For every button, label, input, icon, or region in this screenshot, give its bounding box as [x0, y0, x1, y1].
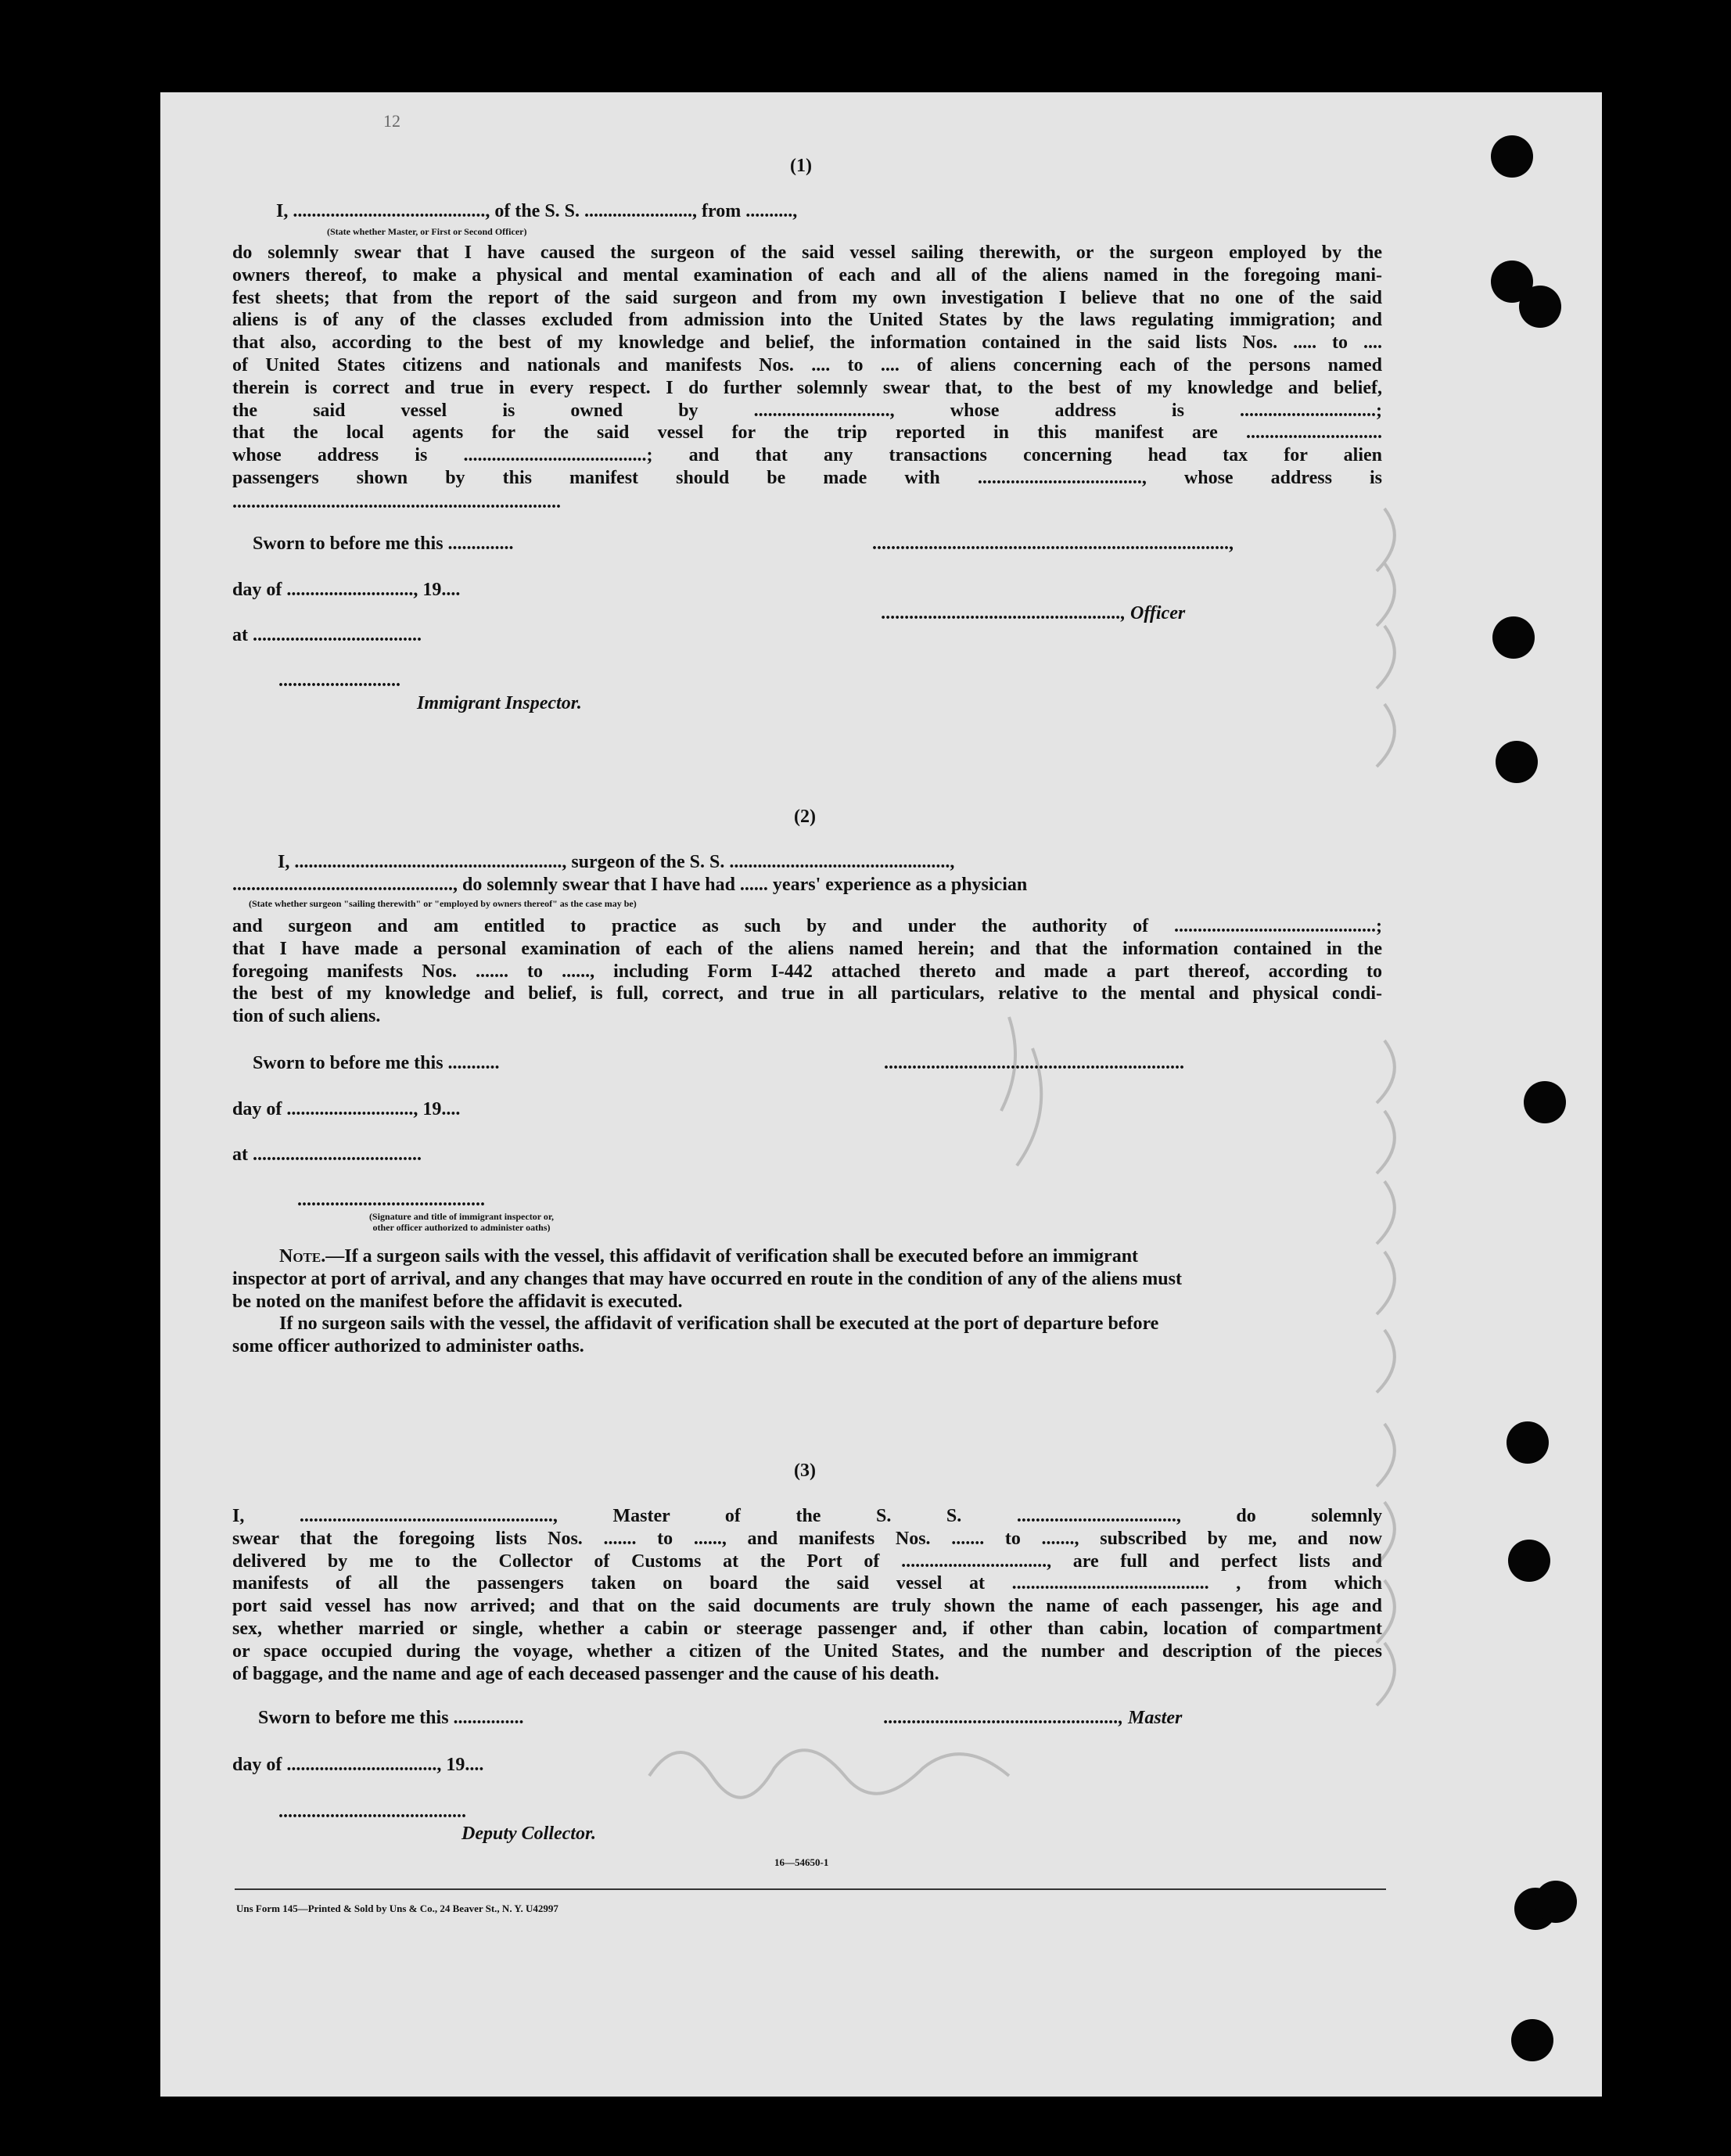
section-2-note [232, 1245, 1382, 1358]
body-line: of United States citizens and nationals and manifests Nos. .... to .... of aliens concerning each of the persons named [232, 354, 1382, 376]
body-line: port said vessel has now arrived; and that on the said documents are truly shown the name of each passenger, his age and [232, 1596, 1382, 1617]
section-2-at: at .................................... [232, 1144, 422, 1165]
page-number: 12 [383, 111, 400, 131]
body-line: therein is correct and true in every respect. I do further solemnly swear that, to the best of my knowledge and belief, [232, 377, 1382, 398]
section-3-master-line: .................................................., Master [884, 1708, 1183, 1728]
body-line: the best of my knowledge and belief, is full, correct, and true in all particulars, relative to the mental and physical condi- [232, 983, 1382, 1004]
section-2-number: (2) [794, 807, 816, 827]
section-3-body [232, 1505, 1382, 1685]
body-line: aliens is of any of the classes excluded from admission into the United States by the laws regulating immigration; and [232, 310, 1382, 331]
body-line: sex, whether married or single, whether a cabin or steerage passenger and, if other than cabin, location of compartment [232, 1618, 1382, 1639]
body-line: and surgeon and am entitled to practice as such by and under the authority of ...........................................; [232, 916, 1382, 936]
body-line: owners thereof, to make a physical and mental examination of each and all of the aliens named in the foregoing mani- [232, 264, 1382, 286]
body-line: delivered by me to the Collector of Customs at the Port of ..............................., are full and perfect lists and [232, 1551, 1382, 1572]
section-1-officer-dots: ............................................................................, [872, 534, 1234, 554]
body-line: or space occupied during the voyage, whether a citizen of the United States, and the number and description of the pieces [232, 1640, 1382, 1662]
section-1-body [232, 242, 1382, 490]
section-3-number: (3) [794, 1461, 816, 1481]
note2-line: some officer authorized to administer oaths. [232, 1336, 584, 1357]
section-2-sig-note-1: (Signature and title of immigrant inspector or, [368, 1211, 555, 1222]
body-line: I, ......................................................, Master of the S. S. .................................., do solemnly [232, 1506, 1382, 1526]
section-3-collector: Deputy Collector. [461, 1824, 596, 1844]
section-2-surgeon-dots: ................................................................ [884, 1053, 1184, 1073]
section-1-officer-line: ..................................................., Officer [882, 603, 1186, 623]
body-line: passengers shown by this manifest should be made with ..................................., whose address is [232, 467, 1382, 488]
note2-line: If no surgeon sails with the vessel, the affidavit of verification shall be executed at the port of departure before [279, 1313, 1159, 1335]
section-3-sworn: Sworn to before me this ............... [258, 1708, 524, 1728]
section-2-sworn: Sworn to before me this ........... [253, 1053, 500, 1073]
section-1-header-note: (State whether Master, or First or Second Officer) [327, 226, 527, 237]
footer-rule [235, 1888, 1386, 1890]
body-line: tion of such aliens. [232, 1006, 381, 1027]
section-2-sig-note-2: other officer authorized to administer oaths) [372, 1222, 551, 1233]
note-text-line: inspector at port of arrival, and any changes that may have occurred en route in the condition of any of the aliens must [232, 1268, 1182, 1289]
section-3-sig-dots: ........................................ [278, 1802, 466, 1822]
section-2-line1: I, ........................................................., surgeon of the S. S. ..............................................., [278, 852, 955, 872]
body-line: that the local agents for the said vessel for the trip reported in this manifest are ............................. [232, 422, 1382, 444]
note-label: Note. [279, 1246, 326, 1267]
section-1-day: day of ..........................., 19.... [232, 580, 461, 600]
section-2-body [232, 915, 1382, 1028]
section-1-header-line: I, ........................................., of the S. S. ......................., from .........., [276, 201, 798, 221]
body-line: the said vessel is owned by ............................., whose address is .............................; [232, 400, 1382, 421]
footer-printer: Uns Form 145—Printed & Sold by Uns & Co., 24 Beaver St., N. Y. U42997 [236, 1903, 558, 1914]
note-text-line: be noted on the manifest before the affidavit is executed. [232, 1291, 683, 1312]
body-line: that also, according to the best of my knowledge and belief, the information contained in the said lists Nos. ..... to .... [232, 332, 1382, 354]
section-1-sig-dots: .......................... [278, 670, 400, 691]
note-text-line: —If a surgeon sails with the vessel, this affidavit of verification shall be executed before an immigrant [325, 1246, 1139, 1267]
section-1-at: at .................................... [232, 625, 422, 645]
body-line: of baggage, and the name and age of each deceased passenger and the cause of his death. [232, 1663, 939, 1684]
section-3-day: day of ................................, 19.... [232, 1755, 484, 1775]
body-line: do solemnly swear that I have caused the surgeon of the said vessel sailing therewith, or the surgeon employed by the [232, 243, 1382, 263]
body-line: manifests of all the passengers taken on board the said vessel at .......................................... , from which [232, 1573, 1382, 1594]
body-line: foregoing manifests Nos. ....... to ......, including Form I-442 attached thereto and made a part thereof, according to [232, 961, 1382, 982]
section-2-day: day of ..........................., 19.... [232, 1099, 461, 1119]
body-line: swear that the foregoing lists Nos. ....... to ......, and manifests Nos. ....... to ......., subscribed by me, and now [232, 1528, 1382, 1549]
section-1-inspector: Immigrant Inspector. [417, 693, 582, 713]
form-number: 16—54650-1 [774, 1856, 829, 1868]
section-1-number: (1) [790, 156, 812, 176]
section-1-trailing-dots: ...................................................................... [232, 492, 561, 512]
body-line: fest sheets; that from the report of the said surgeon and from my own investigation I believe that no one of the said [232, 287, 1382, 308]
section-1-sworn: Sworn to before me this .............. [253, 534, 514, 554]
section-2-line2: ..............................................., do solemnly swear that I have had ...... years' experience as a physician [232, 875, 1028, 895]
body-line: whose address is .......................................; and that any transactions concerning head tax for alien [232, 445, 1382, 466]
body-line: that I have made a personal examination of each of the aliens named herein; and that the information contained in the [232, 938, 1382, 959]
section-2-sig-dots: ........................................ [297, 1190, 485, 1210]
section-2-line2-note: (State whether surgeon "sailing therewith" or "employed by owners thereof" as the case may be) [249, 898, 637, 909]
